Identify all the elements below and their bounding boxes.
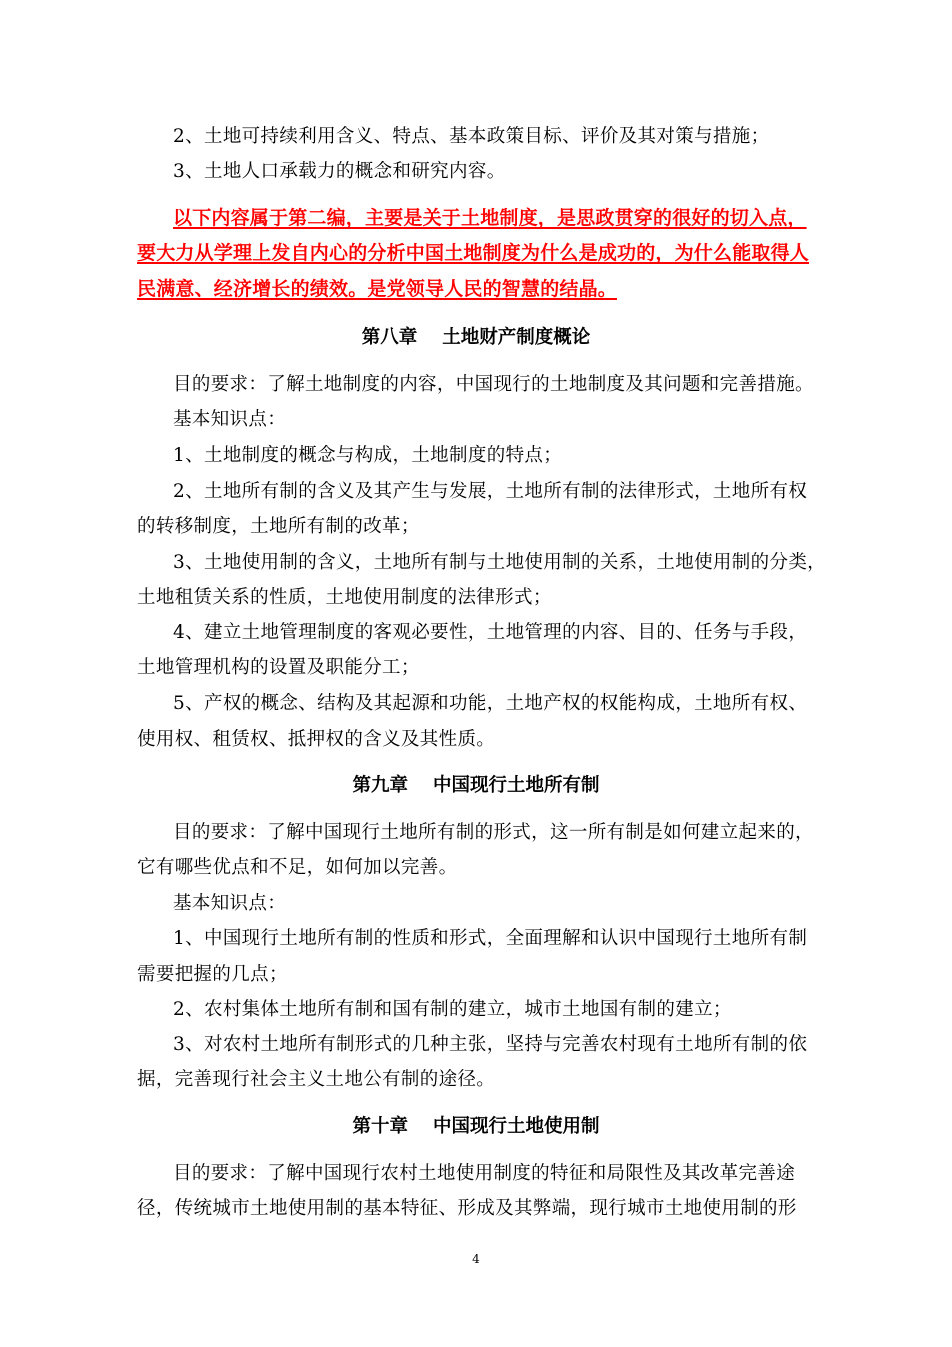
highlight-line: 以下内容属于第二编，主要是关于土地制度，是思政贯穿的很好的切入点， bbox=[173, 207, 807, 229]
text-line: 使用权、租赁权、抵押权的含义及其性质。 bbox=[137, 729, 496, 750]
page-number: 4 bbox=[472, 1252, 480, 1266]
text-line: 3、对农村土地所有制形式的几种主张，坚持与完善农村现有土地所有制的依 bbox=[173, 1034, 808, 1055]
text-line: 2、土地所有制的含义及其产生与发展，土地所有制的法律形式，土地所有权 bbox=[173, 481, 808, 502]
text-line: 土地租赁关系的性质，土地使用制度的法律形式； bbox=[137, 587, 552, 608]
text-line: 3、土地使用制的含义，土地所有制与土地使用制的关系，土地使用制的分类， bbox=[173, 552, 827, 573]
text-line: 2、土地可持续利用含义、特点、基本政策目标、评价及其对策与措施； bbox=[173, 126, 770, 147]
text-line: 2、农村集体土地所有制和国有制的建立，城市土地国有制的建立； bbox=[173, 999, 732, 1020]
text-line: 它有哪些优点和不足，如何加以完善。 bbox=[137, 857, 458, 878]
chapter-heading: 第八章 土地财产制度概论 bbox=[361, 327, 591, 348]
text-line: 1、中国现行土地所有制的性质和形式，全面理解和认识中国现行土地所有制 bbox=[173, 928, 808, 949]
text-line: 目的要求：了解中国现行土地所有制的形式，这一所有制是如何建立起来的， bbox=[173, 822, 814, 843]
chapter-heading: 第九章 中国现行土地所有制 bbox=[352, 775, 600, 796]
highlight-line: 民满意、经济增长的绩效。是党领导人民的智慧的结晶。 bbox=[137, 278, 618, 300]
text-line: 据，完善现行社会主义土地公有制的途径。 bbox=[137, 1069, 496, 1090]
text-line: 3、土地人口承载力的概念和研究内容。 bbox=[173, 161, 506, 182]
text-line: 1、土地制度的概念与构成，土地制度的特点； bbox=[173, 445, 563, 466]
text-line: 基本知识点： bbox=[173, 893, 287, 914]
text-line: 的转移制度，土地所有制的改革； bbox=[137, 516, 420, 537]
text-line: 基本知识点： bbox=[173, 409, 287, 430]
text-line: 目的要求：了解中国现行农村土地使用制度的特征和局限性及其改革完善途 bbox=[173, 1163, 796, 1184]
text-line: 需要把握的几点； bbox=[137, 964, 288, 985]
text-line: 4、建立土地管理制度的客观必要性，土地管理的内容、目的、任务与手段， bbox=[173, 622, 808, 643]
highlight-line: 要大力从学理上发自内心的分析中国土地制度为什么是成功的，为什么能取得人 bbox=[137, 242, 810, 264]
text-line: 目的要求：了解土地制度的内容，中国现行的土地制度及其问题和完善措施。 bbox=[173, 374, 814, 395]
text-line: 径，传统城市土地使用制的基本特征、形成及其弊端，现行城市土地使用制的形 bbox=[137, 1198, 797, 1219]
text-line: 土地管理机构的设置及职能分工； bbox=[137, 657, 420, 678]
chapter-heading: 第十章 中国现行土地使用制 bbox=[352, 1116, 600, 1137]
text-line: 5、产权的概念、结构及其起源和功能，土地产权的权能构成，土地所有权、 bbox=[173, 693, 808, 714]
